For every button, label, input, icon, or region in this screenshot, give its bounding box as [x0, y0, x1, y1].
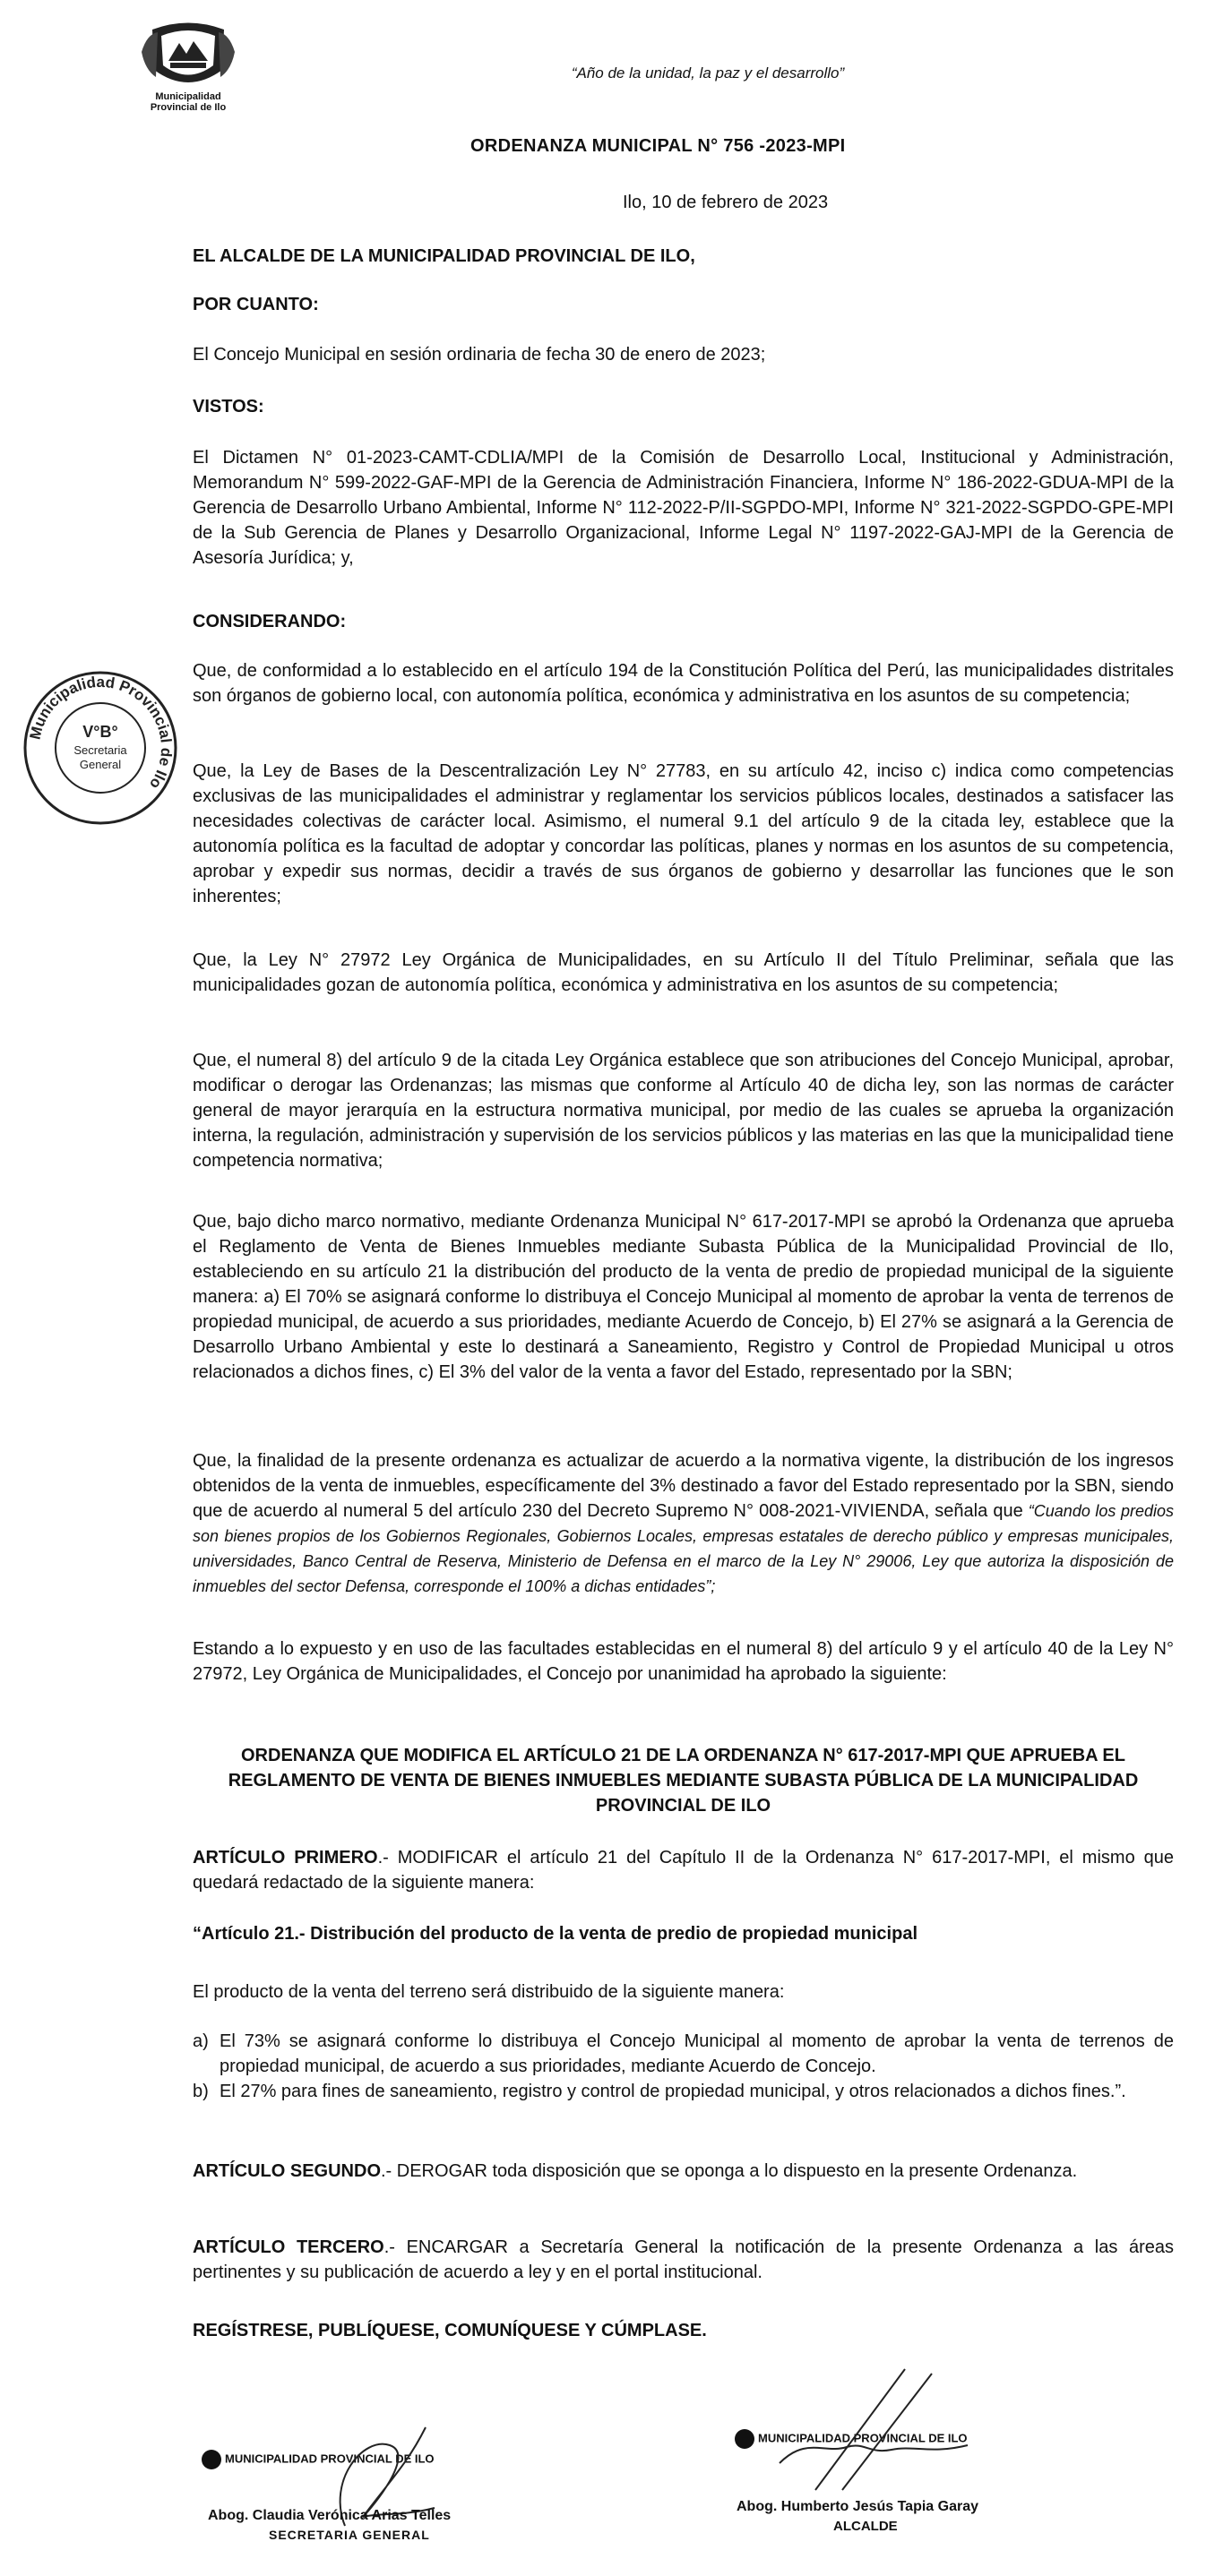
seal-ring-text: Municipalidad Provincial de Ilo [26, 673, 176, 793]
article-segundo-label: ARTÍCULO SEGUNDO [193, 2161, 381, 2181]
list-item [193, 2029, 1174, 2079]
list-item-marker: a) [193, 2031, 209, 2051]
stamp-logo-icon [202, 2450, 221, 2469]
ordinance-resolution-title: ORDENANZA QUE MODIFICA EL ARTÍCULO 21 DE LA ORDENANZA N° 617-2017-MPI QUE APRUEBA EL REGLAMENTO DE VENTA DE BIENES INMUEBLES MEDIANTE SUBASTA PÚBLICA DE LA MUNICIPALIDAD PROVINCIAL DE ILO [228, 1746, 1139, 1816]
article-21-heading: “Artículo 21.- Distribución del producto de la venta de predio de propiedad municipal [193, 1924, 918, 1944]
considerando-heading: CONSIDERANDO: [193, 612, 347, 631]
concejo-session: El Concejo Municipal en sesión ordinaria de fecha 30 de enero de 2023; [193, 345, 766, 365]
right-signer-role: ALCALDE [833, 2519, 898, 2534]
year-motto: “Año de la unidad, la paz y el desarrollo” [571, 64, 845, 82]
right-handwritten-signature [762, 2365, 995, 2499]
crest-label-line2: Provincial de Ilo [150, 102, 227, 113]
alcalde-heading: EL ALCALDE DE LA MUNICIPALIDAD PROVINCIAL DE ILO, [193, 246, 695, 266]
crest-emblem-icon [134, 16, 242, 97]
considerando-paragraph-3: Que, la Ley N° 27972 Ley Orgánica de Municipalidades, en su Artículo II del Título Preliminar, señala que las municipalidades gozan de autonomía política, económica y administrativa en los asuntos de su competencia; [193, 950, 1174, 995]
list-item-text: El 27% para fines de saneamiento, registro y control de propiedad municipal, y otros relacionados a dichos fines.”. [220, 2082, 1126, 2101]
article-tercero-text: .- ENCARGAR a Secretaría General la notificación de la presente Ordenanza a las áreas pertinentes y su publicación de acuerdo a ley y en el portal institucional. [193, 2237, 1174, 2282]
seal-stamp-icon [20, 667, 181, 829]
considerando-paragraph-5: Que, bajo dicho marco normativo, mediante Ordenanza Municipal N° 617-2017-MPI se aprobó la Ordenanza que aprueba el Reglamento de Venta de Bienes Inmuebles mediante Subasta Pública de la Municipalidad Provincial de Ilo, estableciendo en su artículo 21 la distribución del producto de la venta de predio de propiedad municipal de la siguiente manera: a) El 70% se asignará conforme lo distribuya el Concejo Municipal al momento de aprobar la venta de terrenos de propiedad municipal, de acuerdo a sus prioridades, mediante Acuerdo de Concejo, b) El 27% se asignará a la Gerencia de Desarrollo Urbano Ambiental y este lo destinará a Saneamiento, Registro y Control de Propiedad Municipal u otros relacionados a dichos fines, c) El 3% del valor de la venta a favor del Estado, representado por la SBN; [193, 1212, 1174, 1382]
vistos-heading: VISTOS: [193, 397, 264, 416]
ordinance-title: ORDENANZA MUNICIPAL N° 756 -2023-MPI [470, 136, 846, 156]
stamp-logo-icon [735, 2429, 754, 2449]
list-item-marker: b) [193, 2082, 209, 2101]
considerando-paragraph-1: Que, de conformidad a lo establecido en el artículo 194 de la Constitución Política del Perú, las municipalidades distritales son órganos de gobierno local, con autonomía política, económica y administrativa en los asuntos de su competencia; [193, 661, 1174, 706]
left-stamp-text: MUNICIPALIDAD PROVINCIAL DE ILO [225, 2451, 435, 2466]
considerando-paragraph-7: Estando a lo expuesto y en uso de las facultades establecidas en el numeral 8) del artículo 9 y el artículo 40 de la Ley N° 27972, Ley Orgánica de Municipalidades, el Concejo por unanimidad ha aprobado la siguiente: [193, 1639, 1174, 1684]
article-primero-label: ARTÍCULO PRIMERO [193, 1848, 378, 1868]
seal-center-line1: V°B° [82, 723, 118, 741]
municipal-crest [134, 16, 242, 115]
considerando-6-text: Que, la finalidad de la presente ordenanza es actualizar de acuerdo a la normativa vigente, la distribución de los ingresos obtenidos de la venta de inmuebles, específicamente del 3% destinado a favor del Estado representado por la SBN, siendo que de acuerdo al numeral 5 del artículo 230 del Decreto Supremo N° 008-2021-VIVIENDA, señala que [193, 1451, 1174, 1521]
left-signer-name: Abog. Claudia Verónica Arias Telles [208, 2508, 452, 2523]
seal-center-line3: General [79, 758, 122, 771]
article-segundo-text: .- DEROGAR toda disposición que se oponga a lo dispuesto en la presente Ordenanza. [381, 2161, 1078, 2181]
distribution-list [193, 2029, 1174, 2104]
vistos-paragraph: El Dictamen N° 01-2023-CAMT-CDLIA/MPI de la Comisión de Desarrollo Local, Institucional y Administración, Memorandum N° 599-2022-GAF-MPI de la Gerencia de Administración Financiera, Informe N° 186-2022-GDUA-MPI de la Gerencia de Desarrollo Urbano Ambiental, Informe N° 112-2022-P/II-SGPDO-MPI, Informe N° 321-2022-SGPDO-GPE-MPI de la Sub Gerencia de Planes y Desarrollo Organizacional, Informe Legal N° 1197-2022-GAJ-MPI de la Gerencia de Asesoría Jurídica; y, [193, 448, 1174, 568]
right-stamp-text: MUNICIPALIDAD PROVINCIAL DE ILO [758, 2431, 968, 2445]
article-segundo [193, 2159, 1174, 2184]
crest-label-line1: Municipalidad [155, 91, 221, 102]
right-signer-name: Abog. Humberto Jesús Tapia Garay [737, 2499, 978, 2514]
place-date: Ilo, 10 de febrero de 2023 [623, 193, 829, 212]
seal-center-line2: Secretaria [73, 743, 127, 757]
list-item [193, 2079, 1174, 2104]
left-signer-role: SECRETARIA GENERAL [269, 2528, 430, 2542]
article-tercero [193, 2235, 1174, 2285]
considerando-paragraph-4: Que, el numeral 8) del artículo 9 de la citada Ley Orgánica establece que son atribuciones del Concejo Municipal, aprobar, modificar o derogar las Ordenanzas; las mismas que conforme al Artículo 40 de dicha ley, son las normas de carácter general de mayor jerarquía en la estructura normativa municipal, por medio de las cuales se aprueba la organización interna, la regulación, administración y supervisión de los servicios públicos y las materias en las que la municipalidad tiene competencia normativa; [193, 1051, 1174, 1171]
list-item-text: El 73% se asignará conforme lo distribuya el Concejo Municipal al momento de aprobar la venta de terrenos de propiedad municipal, de acuerdo a sus prioridades, mediante Acuerdo de Concejo. [220, 2031, 1174, 2076]
considerando-6-quote: “Cuando los predios son bienes propios de los Gobiernos Regionales, Gobiernos Locales, empresas estatales de derecho público y empresas municipales, universidades, Banco Central de Reserva, Ministerio de Defensa en el marco de la Ley N° 29006, Ley que autoriza la disposición de inmuebles del sector Defensa, corresponde el 100% a dichas entidades”; [193, 1502, 1174, 1595]
closing-formula: REGÍSTRESE, PUBLÍQUESE, COMUNÍQUESE Y CÚMPLASE. [193, 2321, 707, 2340]
considerando-paragraph-6 [193, 1448, 1174, 1599]
considerando-paragraph-2: Que, la Ley de Bases de la Descentralización Ley N° 27783, en su artículo 42, inciso c) indica como competencias exclusivas de las municipalidades el administrar y reglamentar los servicios públicos locales, destinados a satisfacer las necesidades colectivas de carácter local. Asimismo, el numeral 9.1 del artículo 9 de la citada ley, establece que la autonomía política es la facultad de adoptar y concordar las políticas, planes y normas en los asuntos de su competencia, aprobar y expedir sus normas, decidir a través de sus órganos de gobierno y desarrollar las funciones que le son inherentes; [193, 761, 1174, 906]
secretaria-general-seal [20, 667, 181, 829]
article-tercero-label: ARTÍCULO TERCERO [193, 2237, 384, 2257]
article-primero [193, 1845, 1174, 1895]
por-cuanto-heading: POR CUANTO: [193, 295, 319, 314]
article-21-intro: El producto de la venta del terreno será distribuido de la siguiente manera: [193, 1982, 785, 2002]
article-primero-text: .- MODIFICAR el artículo 21 del Capítulo II de la Ordenanza N° 617-2017-MPI, el mismo que quedará redactado de la siguiente manera: [193, 1848, 1174, 1893]
